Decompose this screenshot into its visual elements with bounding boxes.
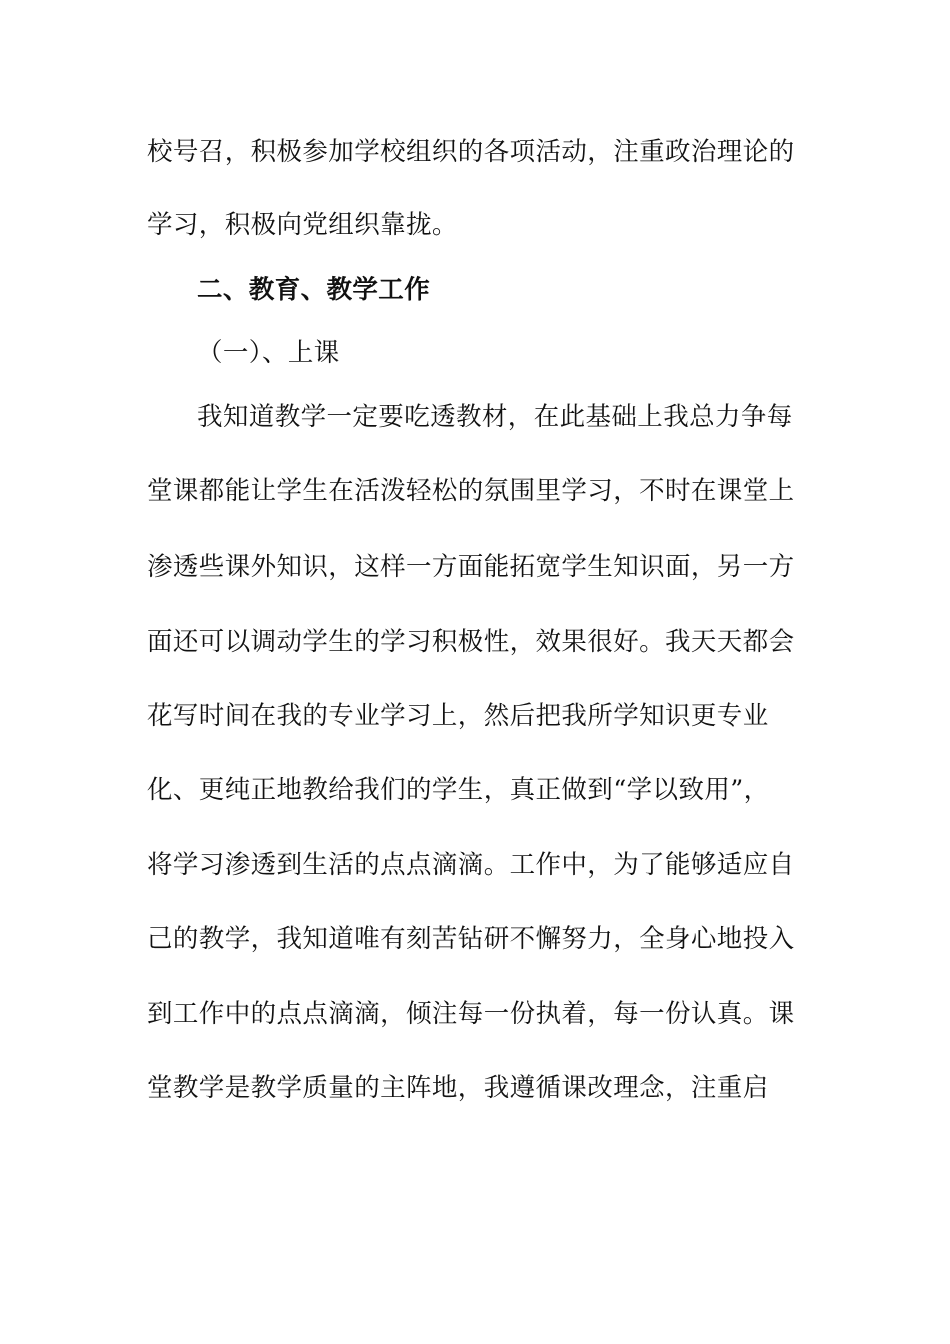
paragraph-line: 渗透些课外知识，这样一方面能拓宽学生知识面，另一方 bbox=[147, 552, 795, 582]
paragraph-line: 花写时间在我的专业学习上，然后把我所学知识更专业 bbox=[147, 701, 769, 731]
paragraph-line: 化、更纯正地教给我们的学生，真正做到“学以致用”， bbox=[147, 775, 770, 805]
paragraph-line: 面还可以调动学生的学习积极性，效果很好。我天天都会 bbox=[147, 627, 795, 657]
paragraph-line: 堂课都能让学生在活泼轻松的氛围里学习，不时在课堂上 bbox=[147, 476, 795, 506]
paragraph-line: 我知道教学一定要吃透教材，在此基础上我总力争每 bbox=[197, 402, 793, 432]
paragraph-line: 堂教学是教学质量的主阵地，我遵循课改理念，注重启 bbox=[147, 1073, 769, 1103]
paragraph-line: 将学习渗透到生活的点点滴滴。工作中，为了能够适应自 bbox=[147, 850, 795, 880]
section-heading: 二、教育、教学工作 bbox=[197, 275, 431, 305]
paragraph-line: 学习，积极向党组织靠拢。 bbox=[147, 210, 458, 240]
paragraph-line: 己的教学，我知道唯有刻苦钻研不懈努力，全身心地投入 bbox=[147, 924, 795, 954]
subsection-heading: （一）、上课 bbox=[197, 338, 340, 368]
paragraph-line: 到工作中的点点滴滴，倾注每一份执着，每一份认真。课 bbox=[147, 999, 795, 1029]
paragraph-line: 校号召，积极参加学校组织的各项活动，注重政治理论的 bbox=[147, 137, 795, 167]
